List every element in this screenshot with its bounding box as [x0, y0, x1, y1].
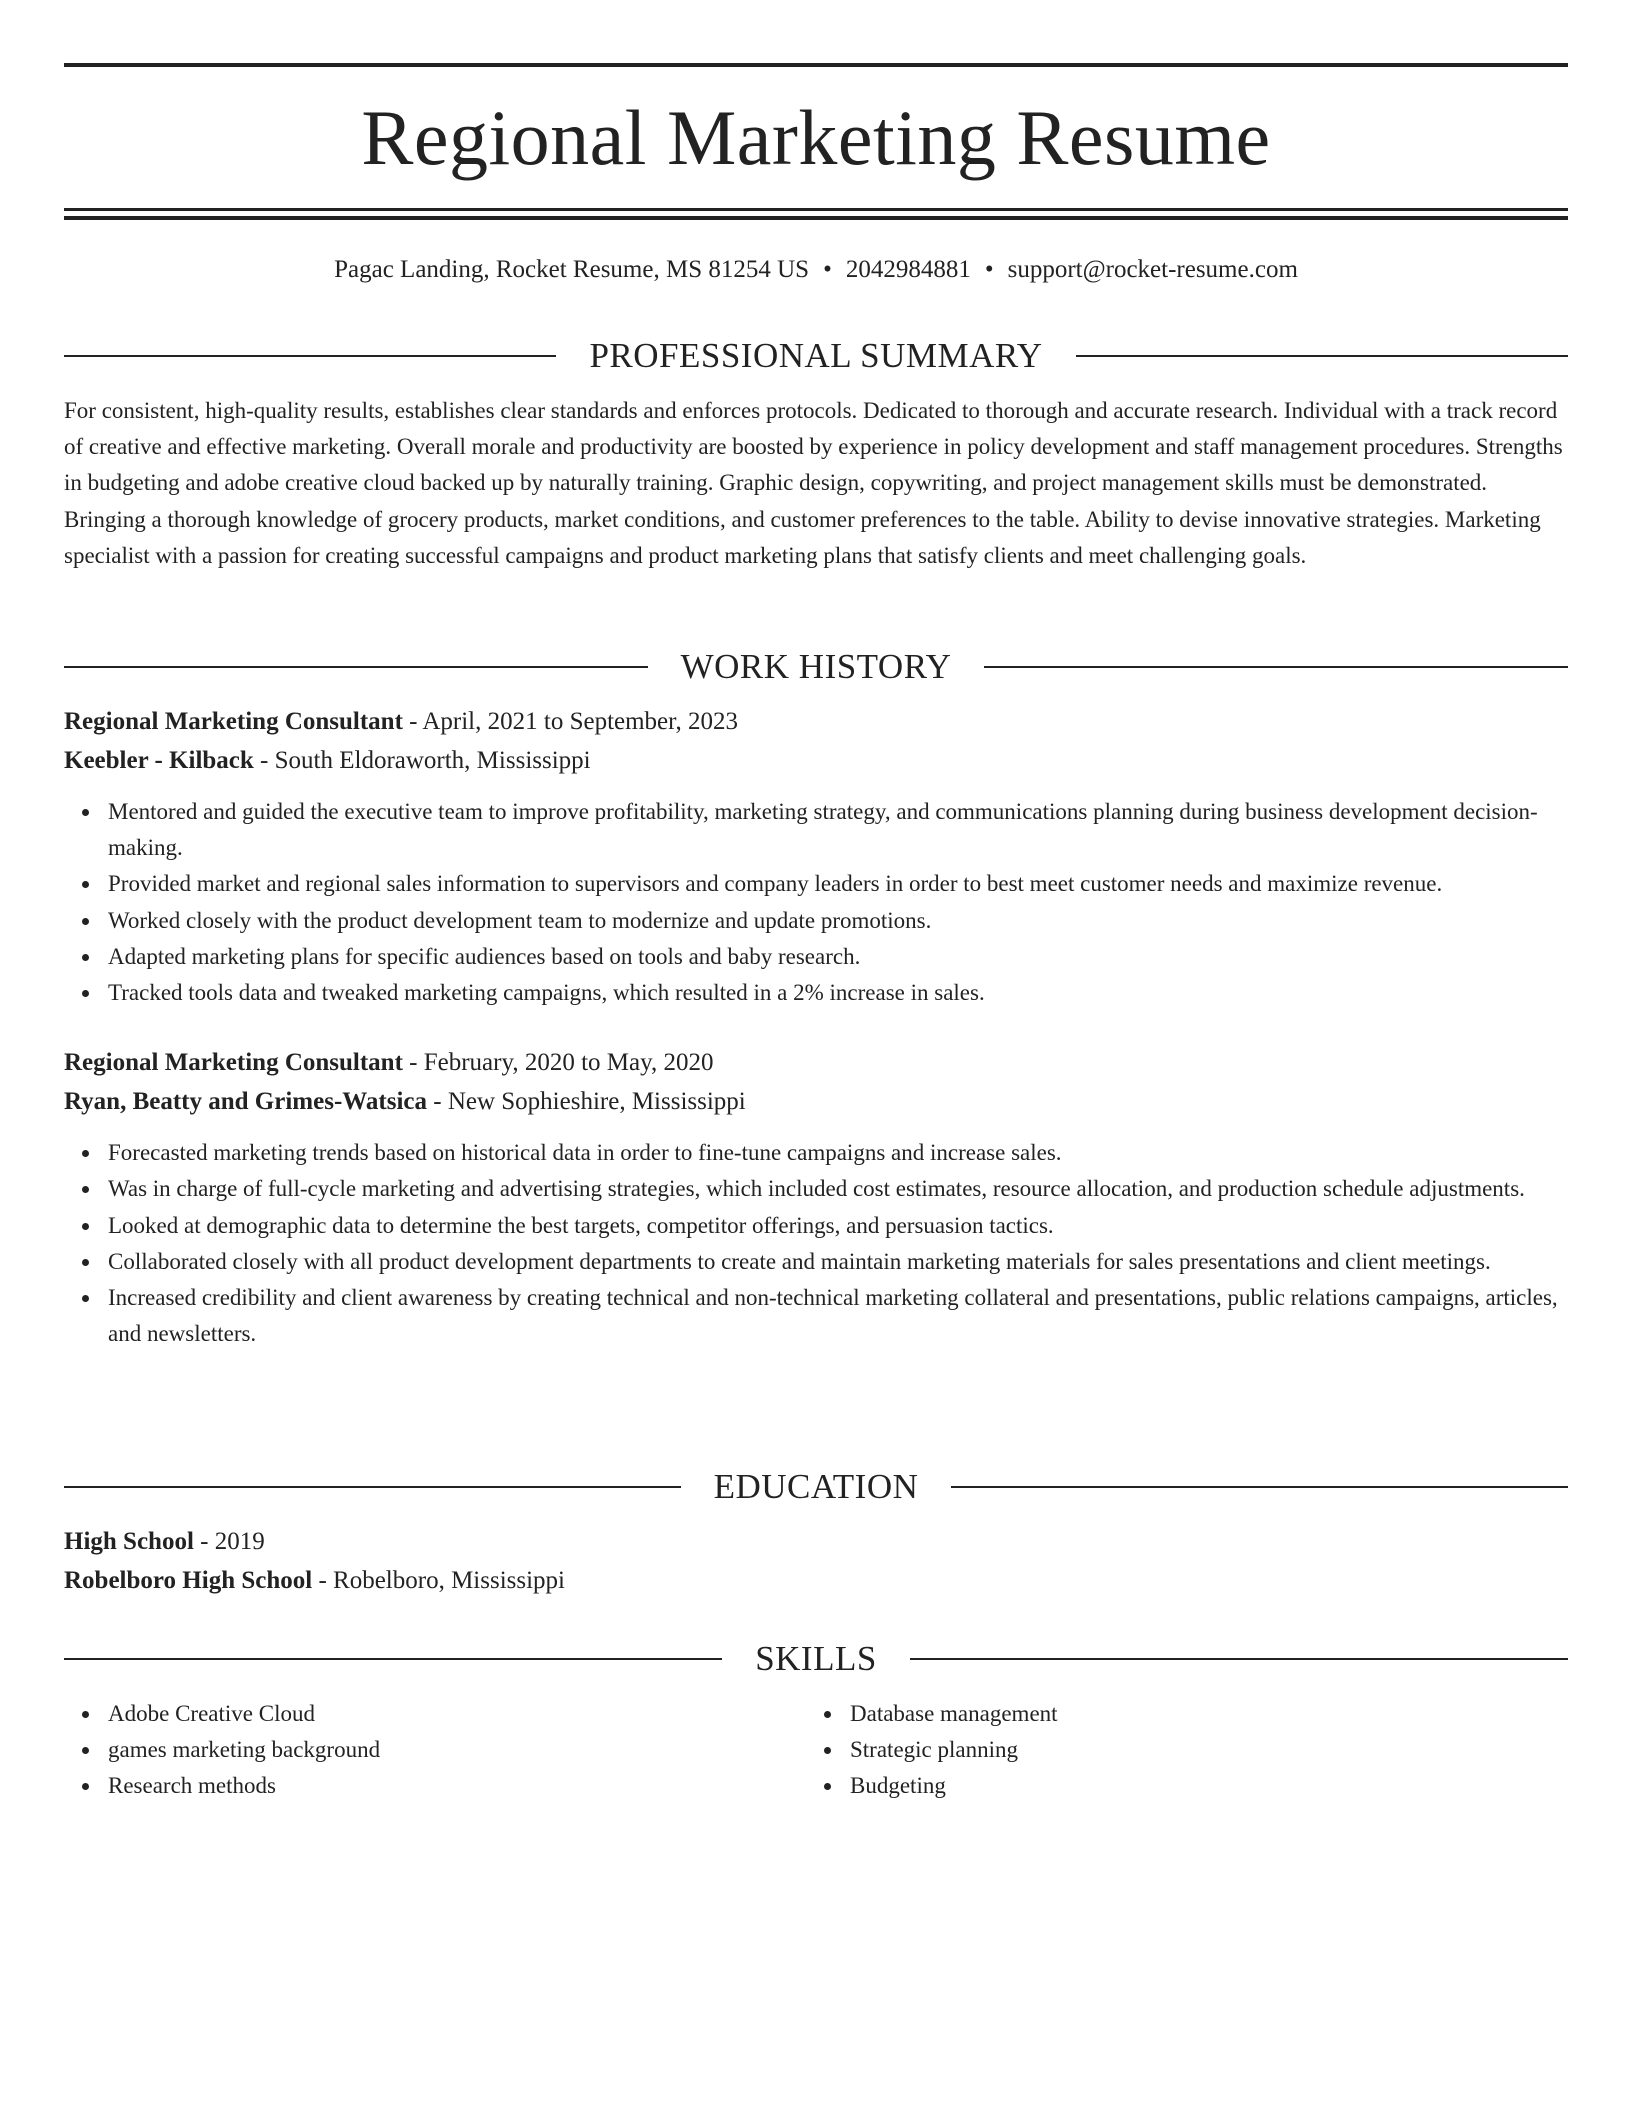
- header-top-rule: [64, 63, 1568, 67]
- job-duty: Tracked tools data and tweaked marketing campaigns, which resulted in a 2% increase in sales.: [108, 975, 1568, 1011]
- header-double-rule-upper: [64, 208, 1568, 211]
- skill-item: Budgeting: [850, 1768, 1548, 1804]
- education-entry: [64, 1522, 1568, 1600]
- heading-rule: [64, 666, 648, 668]
- skills-heading-row: [64, 1636, 1568, 1682]
- heading-rule: [1076, 355, 1568, 357]
- contact-email: support@rocket-resume.com: [1007, 256, 1298, 283]
- skill-item: Research methods: [108, 1768, 806, 1804]
- summary-heading-row: [64, 333, 1568, 379]
- job-duty: Collaborated closely with all product development departments to create and maintain marketing materials for sales presentations and client meetings.: [108, 1244, 1568, 1280]
- education-school-line: [64, 1561, 1568, 1600]
- work-heading: WORK HISTORY: [680, 647, 952, 686]
- heading-rule: [951, 1486, 1568, 1488]
- heading-rule: [64, 1486, 681, 1488]
- job-duties-list: [64, 1135, 1568, 1352]
- job-duty: Worked closely with the product development team to modernize and update promotions.: [108, 903, 1568, 939]
- contact-separator: •: [823, 256, 832, 283]
- education-heading: EDUCATION: [713, 1467, 919, 1506]
- job-duty: Was in charge of full-cycle marketing and advertising strategies, which included cost estimates, resource allocation, and production schedule adjustments.: [108, 1171, 1568, 1207]
- skills-columns: [64, 1696, 1568, 1805]
- skills-section: [64, 1636, 1568, 1805]
- job-duty: Looked at demographic data to determine the best targets, competitor offerings, and persuasion tactics.: [108, 1208, 1568, 1244]
- job-title: Regional Marketing Consultant: [64, 1049, 403, 1077]
- job-entry: [64, 702, 1568, 1011]
- work-heading-row: [64, 644, 1568, 690]
- job-company: Keebler - Kilback: [64, 747, 254, 774]
- skills-list-right: [806, 1696, 1548, 1805]
- skill-item: Strategic planning: [850, 1732, 1548, 1768]
- heading-rule: [64, 355, 556, 357]
- skill-item: games marketing background: [108, 1732, 806, 1768]
- heading-rule: [910, 1658, 1568, 1660]
- resume-title: Regional Marketing Resume: [361, 94, 1271, 181]
- job-company: Ryan, Beatty and Grimes-Watsica: [64, 1088, 427, 1116]
- summary-section: [64, 333, 1568, 574]
- job-location: - South Eldoraworth, Mississippi: [253, 747, 591, 774]
- job-title: Regional Marketing Consultant: [64, 708, 403, 735]
- education-school: Robelboro High School: [64, 1567, 313, 1594]
- skill-item: Database management: [850, 1696, 1548, 1732]
- job-location: - New Sophieshire, Mississippi: [427, 1088, 746, 1116]
- heading-rule: [984, 666, 1568, 668]
- skills-heading: SKILLS: [755, 1639, 877, 1678]
- education-section: [64, 1464, 1568, 1600]
- job-company-line: [64, 1082, 1568, 1121]
- education-year: - 2019: [193, 1528, 265, 1555]
- education-degree: High School: [64, 1528, 194, 1555]
- job-duty: Increased credibility and client awareness by creating technical and non-technical marketing collateral and presentations, public relations campaigns, articles, and newsletters.: [108, 1280, 1568, 1352]
- job-duty: Mentored and guided the executive team to improve profitability, marketing strategy, and communications planning during business development decision-making.: [108, 794, 1568, 866]
- job-title-line: [64, 1043, 1568, 1082]
- heading-rule: [64, 1658, 722, 1660]
- job-duty: Forecasted marketing trends based on historical data in order to fine-tune campaigns and increase sales.: [108, 1135, 1568, 1171]
- header-double-rule-lower: [64, 216, 1568, 220]
- job-duties-list: [64, 794, 1568, 1011]
- contact-address: Pagac Landing, Rocket Resume, MS 81254 US: [334, 256, 810, 283]
- job-duty: Provided market and regional sales information to supervisors and company leaders in order to best meet customer needs and maximize revenue.: [108, 866, 1568, 902]
- job-dates: - April, 2021 to September, 2023: [402, 708, 738, 735]
- job-title-line: [64, 702, 1568, 741]
- contact-line: [64, 252, 1568, 288]
- contact-phone: 2042984881: [845, 256, 971, 283]
- job-company-line: [64, 741, 1568, 780]
- job-entry: [64, 1043, 1568, 1352]
- work-history-section: [64, 644, 1568, 1352]
- summary-text: For consistent, high-quality results, establishes clear standards and enforces protocols. Dedicated to thorough and accurate research. Individual with a track record of creative and effective marketing. Overall morale and productivity are boosted by experience in policy development and staff management procedures. Strengths in budgeting and adobe creative cloud backed up by naturally training. Graphic design, copywriting, and project management skills must be demonstrated. Bringing a thorough knowledge of grocery products, market conditions, and customer preferences to the table. Ability to devise innovative strategies. Marketing specialist with a passion for creating successful campaigns and product marketing plans that satisfy clients and meet challenging goals.: [64, 398, 1563, 568]
- contact-separator: •: [984, 256, 994, 283]
- job-duty: Adapted marketing plans for specific audiences based on tools and baby research.: [108, 939, 1568, 975]
- education-location: - Robelboro, Mississippi: [312, 1567, 565, 1594]
- education-heading-row: [64, 1464, 1568, 1510]
- summary-heading: PROFESSIONAL SUMMARY: [589, 336, 1043, 375]
- job-dates: - February, 2020 to May, 2020: [402, 1049, 714, 1077]
- skills-list-left: [64, 1696, 806, 1805]
- skill-item: Adobe Creative Cloud: [108, 1696, 806, 1732]
- education-degree-line: [64, 1522, 1568, 1561]
